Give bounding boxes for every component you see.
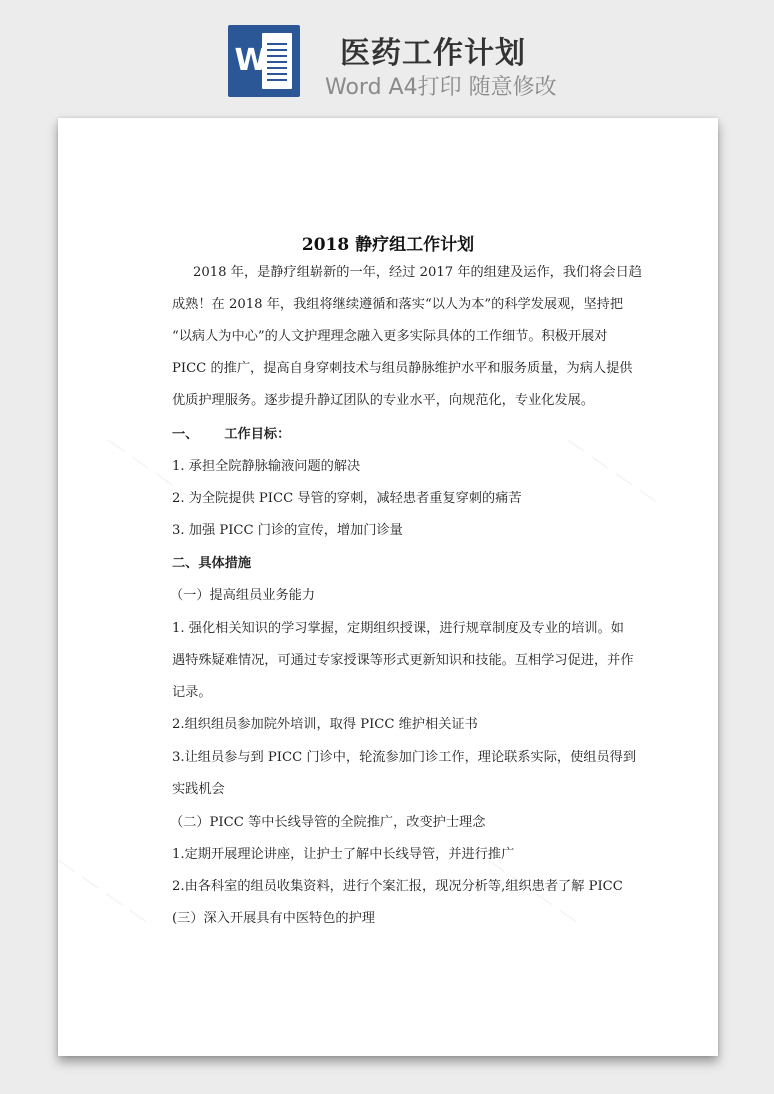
section-heading-goals <box>172 426 290 444</box>
word-icon-letter: W <box>234 43 268 78</box>
measure-line: 1.定期开展理论讲座，让护士了解中长线导管，并进行推广 <box>172 847 515 862</box>
word-document-icon <box>228 25 300 97</box>
banner-subtitle: Word A4打印 随意修改 <box>325 75 557 100</box>
section-label: 工作目标： <box>224 427 291 442</box>
intro-line: 优质护理服务。逐步提升静辽团队的专业水平，向规范化，专业化发展。 <box>172 393 594 408</box>
banner-title: 医药工作计划 <box>340 36 526 71</box>
goal-item: 2. 为全院提供 PICC 导管的穿刺，减轻患者重复穿刺的痛苦 <box>172 491 522 506</box>
subsection-heading: (三）深入开展具有中医特色的护理 <box>172 911 375 926</box>
section-heading-measures: 二、具体措施 <box>172 556 252 571</box>
watermark <box>51 849 155 932</box>
intro-line: PICC 的推广，提高自身穿刺技术与组员静脉维护水平和服务质量，为病人提供 <box>172 361 633 376</box>
intro-line: 成熟！在 2018 年，我组将继续遵循和落实“以人为本”的科学发展观，坚持把 <box>172 297 624 312</box>
subsection-heading: （二）PICC 等中长线导管的全院推广，改变护士理念 <box>170 815 486 830</box>
document-title: 2018 静疗组工作计划 <box>301 235 475 255</box>
measure-line: 1. 强化相关知识的学习掌握，定期组织授课，进行规章制度及专业的培训。如 <box>172 621 624 636</box>
intro-line: “以病人为中心”的人文护理理念融入更多实际具体的工作细节。积极开展对 <box>172 329 608 344</box>
watermark <box>561 429 665 512</box>
intro-line: 2018 年，是静疗组崭新的一年，经过 2017 年的组建及运作，我们将会日趋 <box>193 265 642 280</box>
goal-item: 1. 承担全院静脉输液问题的解决 <box>172 459 361 474</box>
section-number: 一、 <box>172 427 199 442</box>
measure-line: 3.让组员参与到 PICC 门诊中，轮流参加门诊工作，理论联系实际，使组员得到 <box>172 750 637 765</box>
measure-line: 2.组织组员参加院外培训，取得 PICC 维护相关证书 <box>172 717 478 732</box>
header-banner <box>0 0 774 110</box>
goal-item: 3. 加强 PICC 门诊的宣传，增加门诊量 <box>172 523 403 538</box>
subsection-heading: （一）提高组员业务能力 <box>170 588 316 603</box>
measure-line: 2.由各科室的组员收集资料，进行个案汇报，现况分析等,组织患者了解 PICC <box>172 879 623 894</box>
measure-line: 实践机会 <box>172 782 225 797</box>
measure-line: 记录。 <box>172 685 212 700</box>
measure-line: 遇特殊疑难情况，可通过专家授课等形式更新知识和技能。互相学习促进，并作 <box>172 653 634 668</box>
document-page <box>58 118 718 1056</box>
